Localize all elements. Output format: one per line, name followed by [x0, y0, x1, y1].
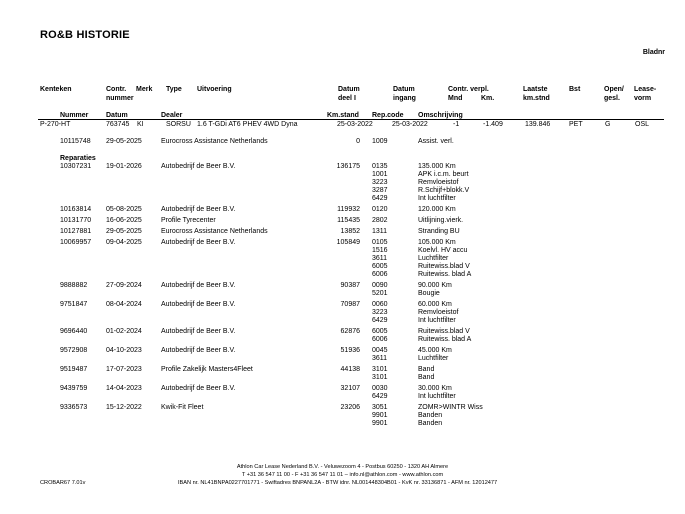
repair-description: 120.000 Km — [418, 206, 456, 213]
repair-description: Band — [418, 366, 435, 373]
vehicle-contr: 763745 — [106, 121, 130, 128]
repair-nummer: 10131770 — [60, 217, 92, 224]
header-merk: Merk — [136, 86, 153, 93]
repair-nummer: 10069957 — [60, 239, 92, 246]
header-kmstand: Km.stand — [327, 112, 359, 119]
repair-nummer: 9888882 — [60, 282, 88, 289]
repair-code: 6429 — [372, 195, 388, 202]
repair-code: 3223 — [372, 309, 388, 316]
assist-code: 1009 — [372, 138, 388, 145]
page-title: RO&B HISTORIE — [40, 29, 130, 41]
repair-description: Remvloeistof — [418, 309, 459, 316]
vehicle-datum-deel: 25-03-2022 — [337, 121, 373, 128]
repair-datum: 09-04-2025 — [106, 239, 142, 246]
repair-km: 105849 — [336, 239, 360, 246]
repair-description: Band — [418, 374, 435, 381]
repair-code: 0090 — [372, 282, 388, 289]
repair-datum: 15-12-2022 — [106, 404, 142, 411]
assist-km: 0 — [356, 138, 360, 145]
repair-nummer: 9439759 — [60, 385, 88, 392]
repair-code: 6006 — [372, 271, 388, 278]
repair-datum: 29-05-2025 — [106, 228, 142, 235]
assist-oms: Assist. verl. — [418, 138, 454, 145]
header-datum-deel: Datum deel I — [338, 86, 360, 102]
header-type: Type — [166, 86, 182, 93]
repair-nummer: 10307231 — [60, 163, 92, 170]
vehicle-datum-ingang: 25-03-2022 — [392, 121, 428, 128]
repair-datum: 08-04-2024 — [106, 301, 142, 308]
page-number-label: Bladnr — [642, 49, 665, 56]
repair-description: 105.000 Km — [418, 239, 456, 246]
repair-code: 6006 — [372, 336, 388, 343]
repair-code: 2802 — [372, 217, 388, 224]
header-repcode: Rep.code — [372, 112, 404, 119]
repair-datum: 27-09-2024 — [106, 282, 142, 289]
vehicle-merk: KI — [137, 121, 144, 128]
repair-description: Int luchtfilter — [418, 393, 456, 400]
repair-dealer: Autobedrijf de Beer B.V. — [161, 282, 236, 289]
header-kenteken: Kenteken — [40, 86, 72, 93]
repair-nummer: 9572908 — [60, 347, 88, 354]
repair-code: 0105 — [372, 239, 388, 246]
header-bst: Bst — [569, 86, 581, 93]
repair-nummer: 9336573 — [60, 404, 88, 411]
header-open: Open/ gesl. — [604, 86, 624, 102]
header-datum: Datum — [106, 112, 128, 119]
repair-code: 0030 — [372, 385, 388, 392]
repair-dealer: Profile Zakelijk Masters4Fleet — [161, 366, 253, 373]
repair-nummer: 10127881 — [60, 228, 92, 235]
repair-code: 3287 — [372, 187, 388, 194]
vehicle-bst: PET — [569, 121, 583, 128]
vehicle-uitvoering: 1.6 T-GDi AT6 PHEV 4WD Dyna — [197, 121, 298, 128]
repair-km: 90387 — [340, 282, 360, 289]
header-uitvoering: Uitvoering — [197, 86, 232, 93]
header-nummer: Nummer — [60, 112, 89, 119]
repair-dealer: Autobedrijf de Beer B.V. — [161, 328, 236, 335]
repair-dealer: Kwik-Fit Fleet — [161, 404, 204, 411]
repair-description: Int luchtfilter — [418, 195, 456, 202]
repair-datum: 17-07-2023 — [106, 366, 142, 373]
repair-code: 3101 — [372, 366, 388, 373]
repair-description: Banden — [418, 412, 443, 419]
header-dealer: Dealer — [161, 112, 183, 119]
footer-bank: IBAN nr. NL41BNPA0227701771 - Swiftadres BNPANL2A - BTW idnr. NL001448304B01 - KvK nr. 33136871 - AFM nr. 12012477 — [178, 480, 498, 486]
repair-code: 0120 — [372, 206, 388, 213]
assist-nummer: 10115748 — [60, 138, 91, 145]
repair-description: Int luchtfilter — [418, 317, 456, 324]
repair-km: 136175 — [336, 163, 360, 170]
repair-km: 119932 — [337, 206, 360, 213]
header-divider — [38, 119, 664, 120]
reparaties-label: Reparaties — [60, 155, 96, 162]
header-contr-verpl: Contr. verpl. — [448, 86, 489, 93]
repair-datum: 04-10-2023 — [106, 347, 142, 354]
vehicle-type: SORSU — [166, 121, 191, 128]
repair-description: 135.000 Km — [418, 163, 456, 170]
repair-datum: 19-01-2026 — [106, 163, 142, 170]
repair-dealer: Profile Tyrecenter — [161, 217, 216, 224]
repair-nummer: 9696440 — [60, 328, 88, 335]
repair-nummer: 10163814 — [60, 206, 92, 213]
repair-description: Ruitewiss. blad A — [418, 336, 472, 343]
assist-datum: 29-05-2025 — [106, 138, 142, 145]
repair-code: 6429 — [372, 317, 388, 324]
repair-code: 0060 — [372, 301, 388, 308]
repair-datum: 05-08-2025 — [106, 206, 142, 213]
vehicle-laatste: 139.846 — [525, 121, 551, 128]
repair-km: 32107 — [340, 385, 360, 392]
vehicle-open: G — [605, 121, 611, 128]
repair-dealer: Autobedrijf de Beer B.V. — [161, 301, 236, 308]
repair-description: 30.000 Km — [418, 385, 452, 392]
repair-description: 90.000 Km — [418, 282, 452, 289]
header-datum-ingang: Datum ingang — [393, 86, 416, 102]
header-contr: Contr. nummer — [106, 86, 134, 102]
repair-description: Luchtfilter — [418, 255, 449, 262]
repair-description: Koelvl. HV accu — [418, 247, 468, 254]
repair-dealer: Autobedrijf de Beer B.V. — [161, 239, 236, 246]
vehicle-km: -1.409 — [483, 121, 503, 128]
repair-km: 115435 — [337, 217, 360, 224]
repair-code: 9901 — [372, 420, 388, 427]
repair-description: 60.000 Km — [418, 301, 452, 308]
vehicle-kenteken: P-270-HT — [40, 121, 71, 128]
repair-dealer: Autobedrijf de Beer B.V. — [161, 347, 236, 354]
repair-code: 0045 — [372, 347, 388, 354]
repair-nummer: 9751847 — [60, 301, 88, 308]
header-mnd: Mnd — [448, 95, 463, 102]
repair-description: Bougie — [418, 290, 440, 297]
repair-description: ZOMR>WINTR Wiss — [418, 404, 483, 411]
repair-dealer: Eurocross Assistance Netherlands — [161, 228, 268, 235]
repair-description: 45.000 Km — [418, 347, 452, 354]
footer-contact: T +31 36 547 11 00 - F +31 36 547 11 01 – info.nl@athlon.com - www.athlon.com — [241, 472, 444, 478]
repair-code: 0135 — [372, 163, 388, 170]
repair-code: 3101 — [372, 374, 388, 381]
repair-description: R.Schijf+blokk.V — [418, 187, 470, 194]
repair-description: Stranding BU — [418, 228, 460, 235]
header-lease: Lease- vorm — [634, 86, 657, 102]
repair-km: 44138 — [340, 366, 360, 373]
repair-description: Banden — [418, 420, 443, 427]
vehicle-lease: OSL — [635, 121, 650, 128]
repair-datum: 16-06-2025 — [106, 217, 142, 224]
repair-dealer: Autobedrijf de Beer B.V. — [161, 206, 236, 213]
repair-datum: 14-04-2023 — [106, 385, 142, 392]
repair-code: 6005 — [372, 328, 388, 335]
repair-code: 9901 — [372, 412, 388, 419]
header-km: Km. — [481, 95, 495, 102]
repair-description: Ruitewiss.blad V — [418, 263, 470, 270]
repair-code: 3611 — [372, 255, 388, 262]
vehicle-mnd: -1 — [453, 121, 460, 128]
repair-description: APK i.c.m. beurt — [418, 171, 469, 178]
repair-code: 1001 — [372, 171, 388, 178]
repair-km: 51936 — [340, 347, 360, 354]
repair-km: 23206 — [340, 404, 360, 411]
repair-code: 3611 — [372, 355, 388, 362]
repair-description: Ruitewiss. blad A — [418, 271, 472, 278]
repair-km: 13852 — [340, 228, 360, 235]
repair-description: Remvloeistof — [418, 179, 459, 186]
repair-code: 3223 — [372, 179, 388, 186]
repair-datum: 01-02-2024 — [106, 328, 142, 335]
repair-dealer: Autobedrijf de Beer B.V. — [161, 163, 236, 170]
repair-code: 1516 — [372, 247, 388, 254]
header-omschrijving: Omschrijving — [418, 112, 463, 119]
header-laatste: Laatste km.stnd — [523, 86, 550, 102]
assist-dealer: Eurocross Assistance Netherlands — [161, 138, 268, 145]
repair-code: 3051 — [372, 404, 388, 411]
repair-nummer: 9519487 — [60, 366, 88, 373]
footer-address: Athlon Car Lease Nederland B.V. - Veluwezoom 4 - Postbus 60250 - 1320 AH Almere — [236, 464, 449, 470]
repair-code: 6429 — [372, 393, 388, 400]
repair-dealer: Autobedrijf de Beer B.V. — [161, 385, 236, 392]
repair-description: Luchtfilter — [418, 355, 449, 362]
repair-km: 70987 — [340, 301, 360, 308]
repair-code: 1311 — [372, 228, 388, 235]
repair-km: 62876 — [340, 328, 360, 335]
footer-form-code: CROBAR67 7.01v — [40, 480, 86, 486]
repair-code: 6005 — [372, 263, 388, 270]
repair-code: 5201 — [372, 290, 388, 297]
repair-description: Uitlijning.vierk. — [418, 217, 464, 224]
repair-description: Ruitewiss.blad V — [418, 328, 470, 335]
